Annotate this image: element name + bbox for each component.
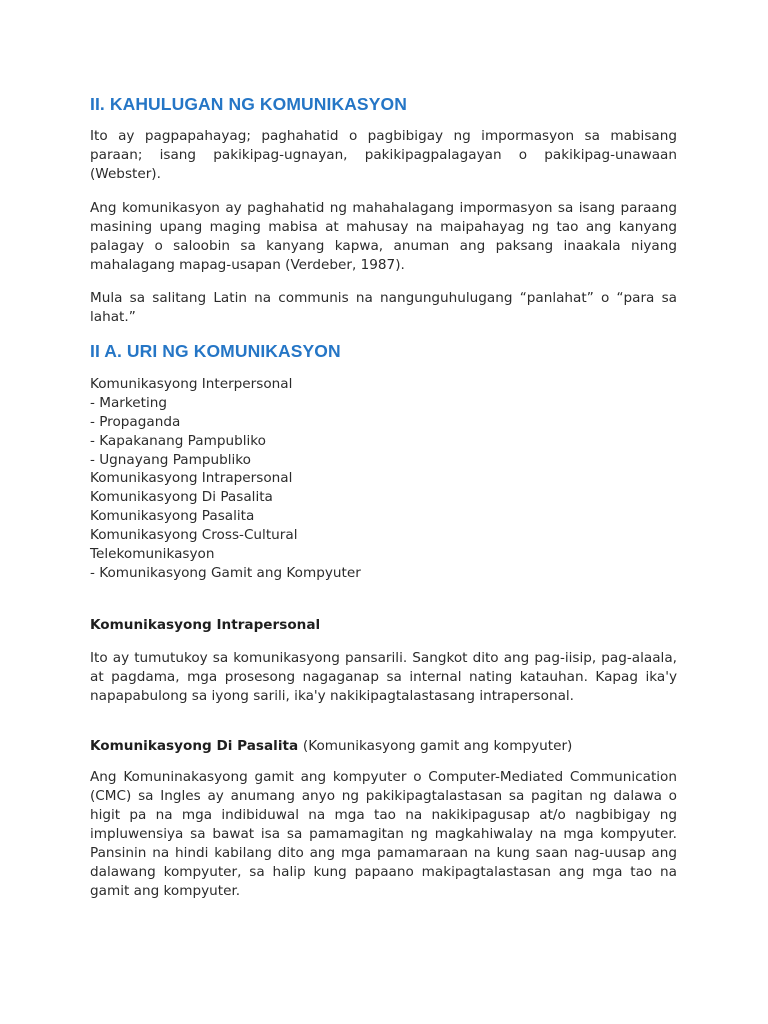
list-item: Komunikasyong Intrapersonal: [90, 470, 293, 487]
list-item: - Komunikasyong Gamit ang Kompyuter: [90, 564, 361, 581]
section-heading-uri: II A. URI NG KOMUNIKASYON: [90, 341, 341, 361]
types-list: [90, 375, 361, 583]
list-item: Komunikasyong Interpersonal: [90, 376, 293, 392]
subheading-di-pasalita-title: Komunikasyong Di Pasalita: [90, 738, 299, 754]
list-item: - Kapakanang Pampubliko: [90, 432, 266, 449]
paragraph-intrapersonal: Ito ay tumutukoy sa komunikasyong pansarili. Sangkot dito ang pag-iisip, pag-alaala, at pagdama, mga prosesong nagaganap sa internal nating katauhan. Kapag ika'y napapabulong sa iyong sarili, ika'y nakikipagtalastasang intrapersonal.: [90, 650, 677, 704]
paragraph-cmc: Ang Komuninakasyong gamit ang kompyuter o Computer-Mediated Communication (CMC) sa Ingles ay anumang anyo ng pakikipagtalastasan sa pagitan ng dalawa o higit pa na mga indibiduwal na mga tao na nakikipagusap at/o nagbibigay ng impluwensiya sa bawat isa sa pamamagitan ng magkahiwalay na mga kompyuter. Pansinin na hindi kabilang dito ang mga pamamaraan na kung saan nag-uusap ang dalawang kompyuter, sa halip kung papaano makipagtalastasan ang mga tao na gamit ang kompyuter.: [90, 769, 677, 899]
paragraph-definition-webster: Ito ay pagpapahayag; paghahatid o pagbibigay ng impormasyon sa mabisang paraan; isang pakikipag-ugnayan, pakikipagpalagayan o pakikipag-unawaan (Webster).: [90, 128, 677, 182]
list-item: Komunikasyong Pasalita: [90, 508, 255, 525]
subheading-di-pasalita-note: (Komunikasyong gamit ang kompyuter): [302, 738, 573, 754]
list-item: Telekomunikasyon: [90, 546, 215, 563]
list-item: Komunikasyong Di Pasalita: [90, 489, 273, 506]
section-heading-kahulugan: II. KAHULUGAN NG KOMUNIKASYON: [90, 94, 407, 114]
list-item: - Propaganda: [90, 413, 181, 430]
list-item: - Marketing: [90, 394, 167, 411]
paragraph-latin-origin: Mula sa salitang Latin na communis na nangunguhulugang “panlahat” o “para sa lahat.”: [90, 290, 677, 325]
paragraph-definition-verdeber: Ang komunikasyon ay paghahatid ng mahahalagang impormasyon sa isang paraang masining upang maging mabisa at mahusay na maipahayag ng tao ang kanyang palagay o saloobin sa kanyang kapwa, anuman ang paksang inaakala niyang mahalagang mapag-usapan (Verdeber, 1987).: [90, 200, 677, 273]
subheading-intrapersonal: Komunikasyong Intrapersonal: [90, 617, 321, 633]
list-item: Komunikasyong Cross-Cultural: [90, 527, 298, 544]
subheading-di-pasalita: [90, 737, 572, 756]
list-item: - Ugnayang Pampubliko: [90, 451, 251, 468]
